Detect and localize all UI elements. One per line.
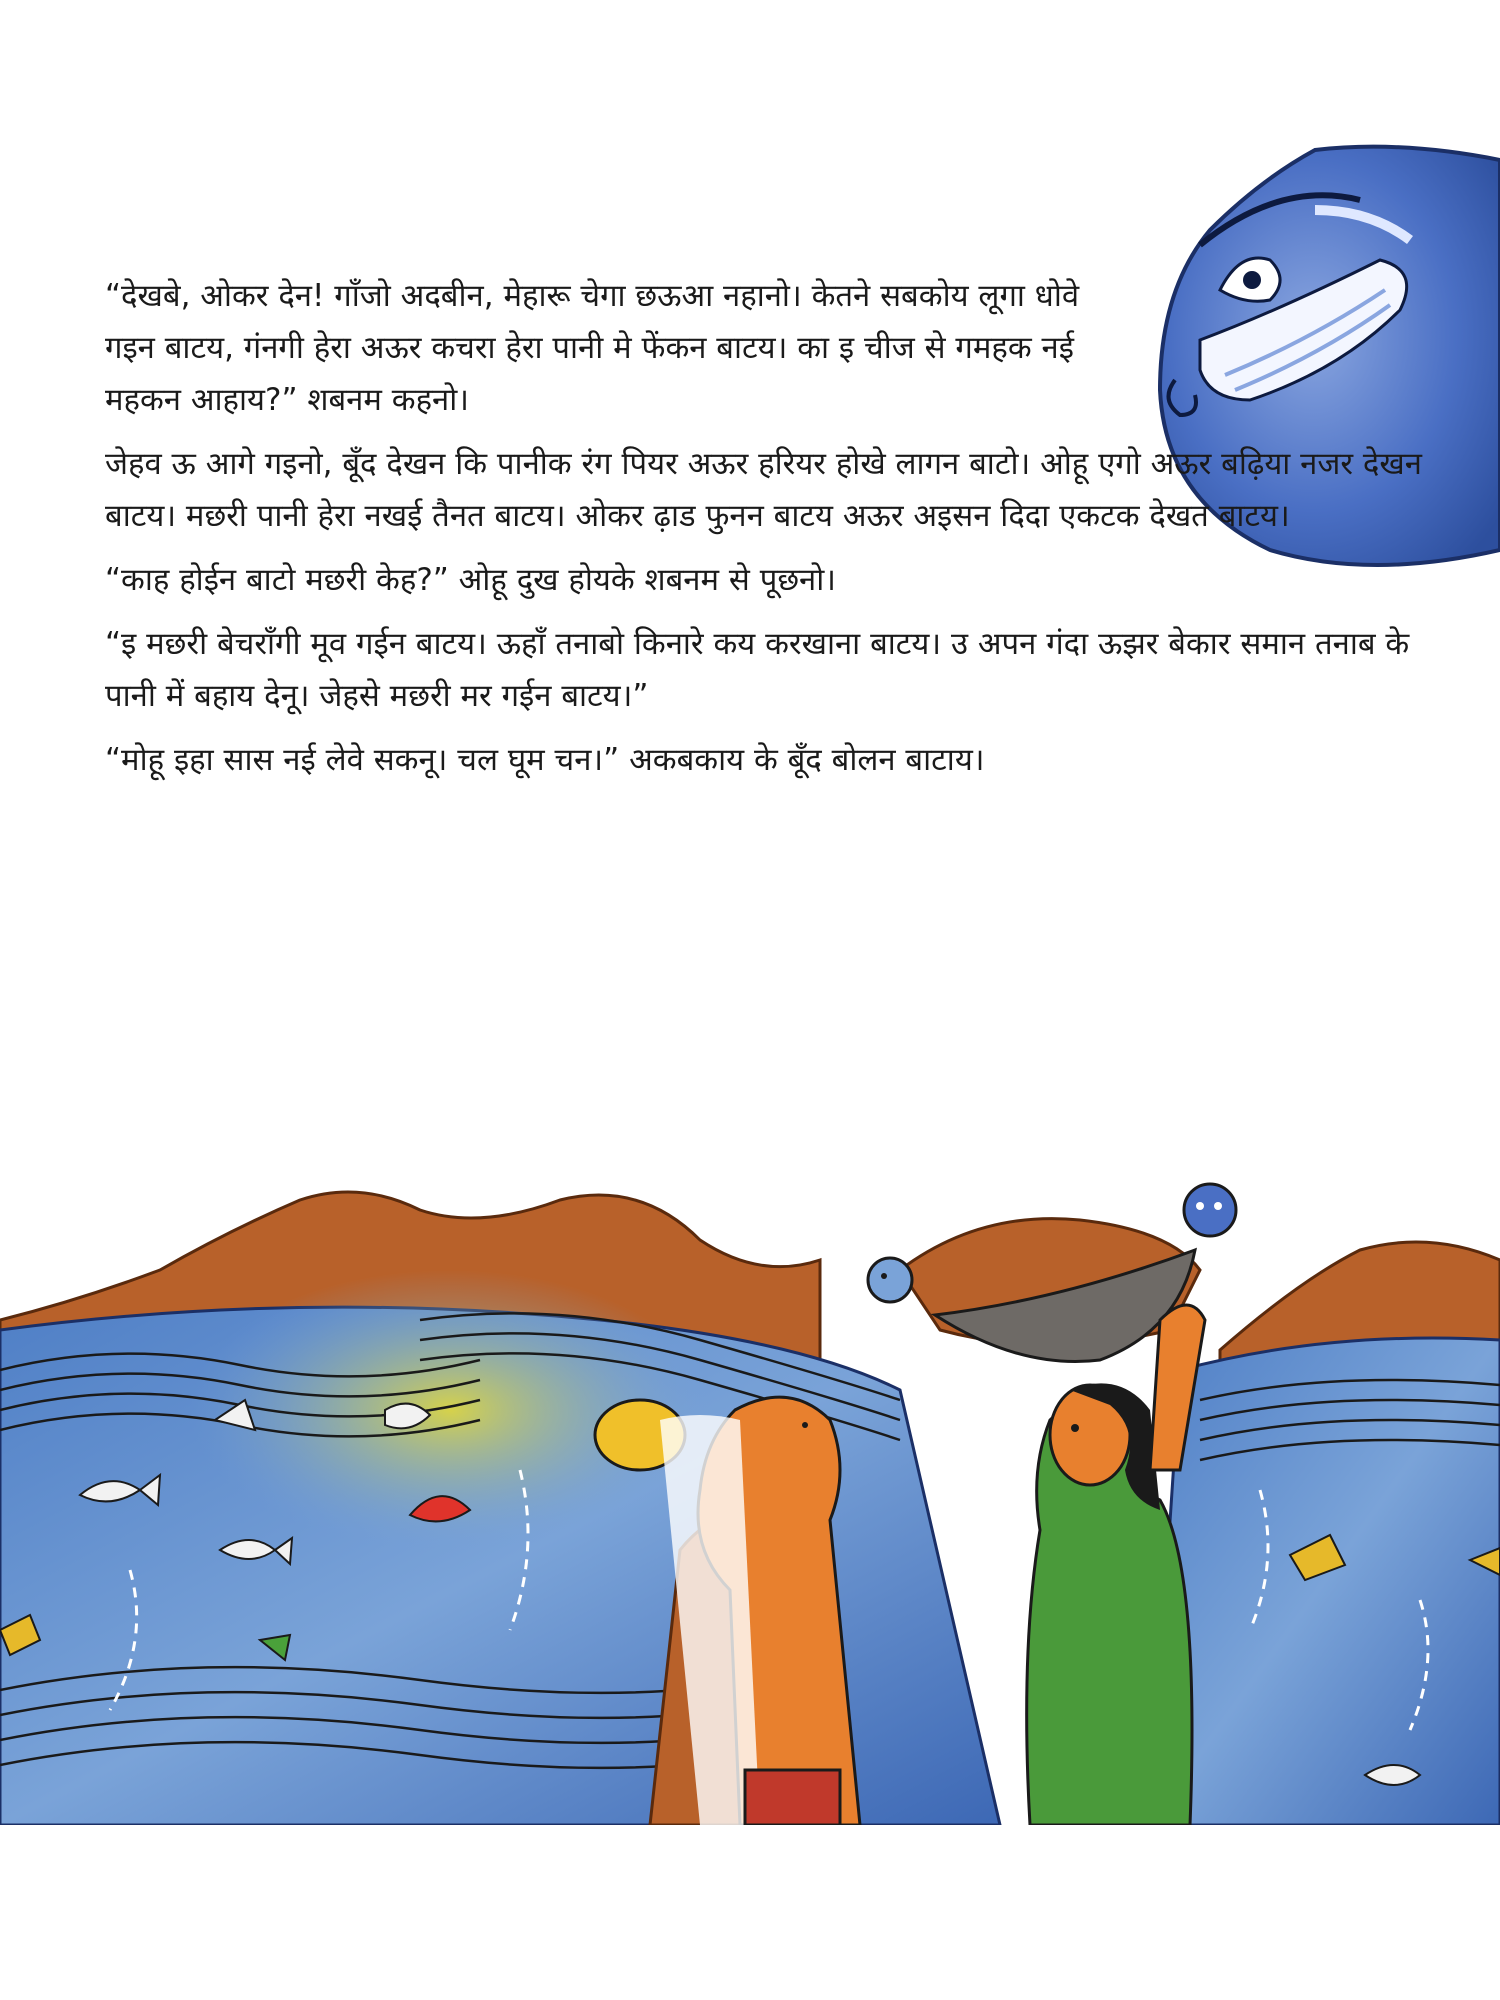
paragraph-2: जेहव ऊ आगे गइनो, बूँद देखन कि पानीक रंग पियर अऊर हरियर होखे लागन बाटो। ओहू एगो अऊर बढ़िया नजर देखन बाटय। मछरी पानी हेरा नखई तैनत बाटय। ओकर ढ़ाड फुनन बाटय अऊर अइसन दिदा एकटक देखत बाटय।	[105, 446, 1422, 534]
paragraph-5: “मोहू इहा सास नई लेवे सकनू। चल घूम चन।” अकबकाय के बूँद बोलन बाटाय।	[105, 742, 985, 778]
paragraph-1: “देखबे, ओकर देन! गाँजो अदबीन, मेहारू चेगा छऊआ नहानो। केतने सबकोय लूगा धोवे गइन बाटय, गंनगी हेरा अऊर कचरा हेरा पानी मे फेंकन बाटय। का इ चीज से गमहक नई महकन आहाय?” शबनम कहनो।	[105, 278, 1080, 418]
polluted-pond-scene-icon	[0, 1170, 1500, 1825]
story-text	[105, 270, 1445, 786]
paragraph-3: “काह होईन बाटो मछरी केह?” ओहू दुख होयके शबनम से पूछनो।	[105, 562, 837, 598]
paragraph-4: “इ मछरी बेचराँगी मूव गईन बाटय। ऊहाँ तनाबो किनारे कय करखाना बाटय। उ अपन गंदा ऊझर बेकार समान तनाब के पानी में बहाय देनू। जेहसे मछरी मर गईन बाटय।”	[105, 626, 1410, 714]
